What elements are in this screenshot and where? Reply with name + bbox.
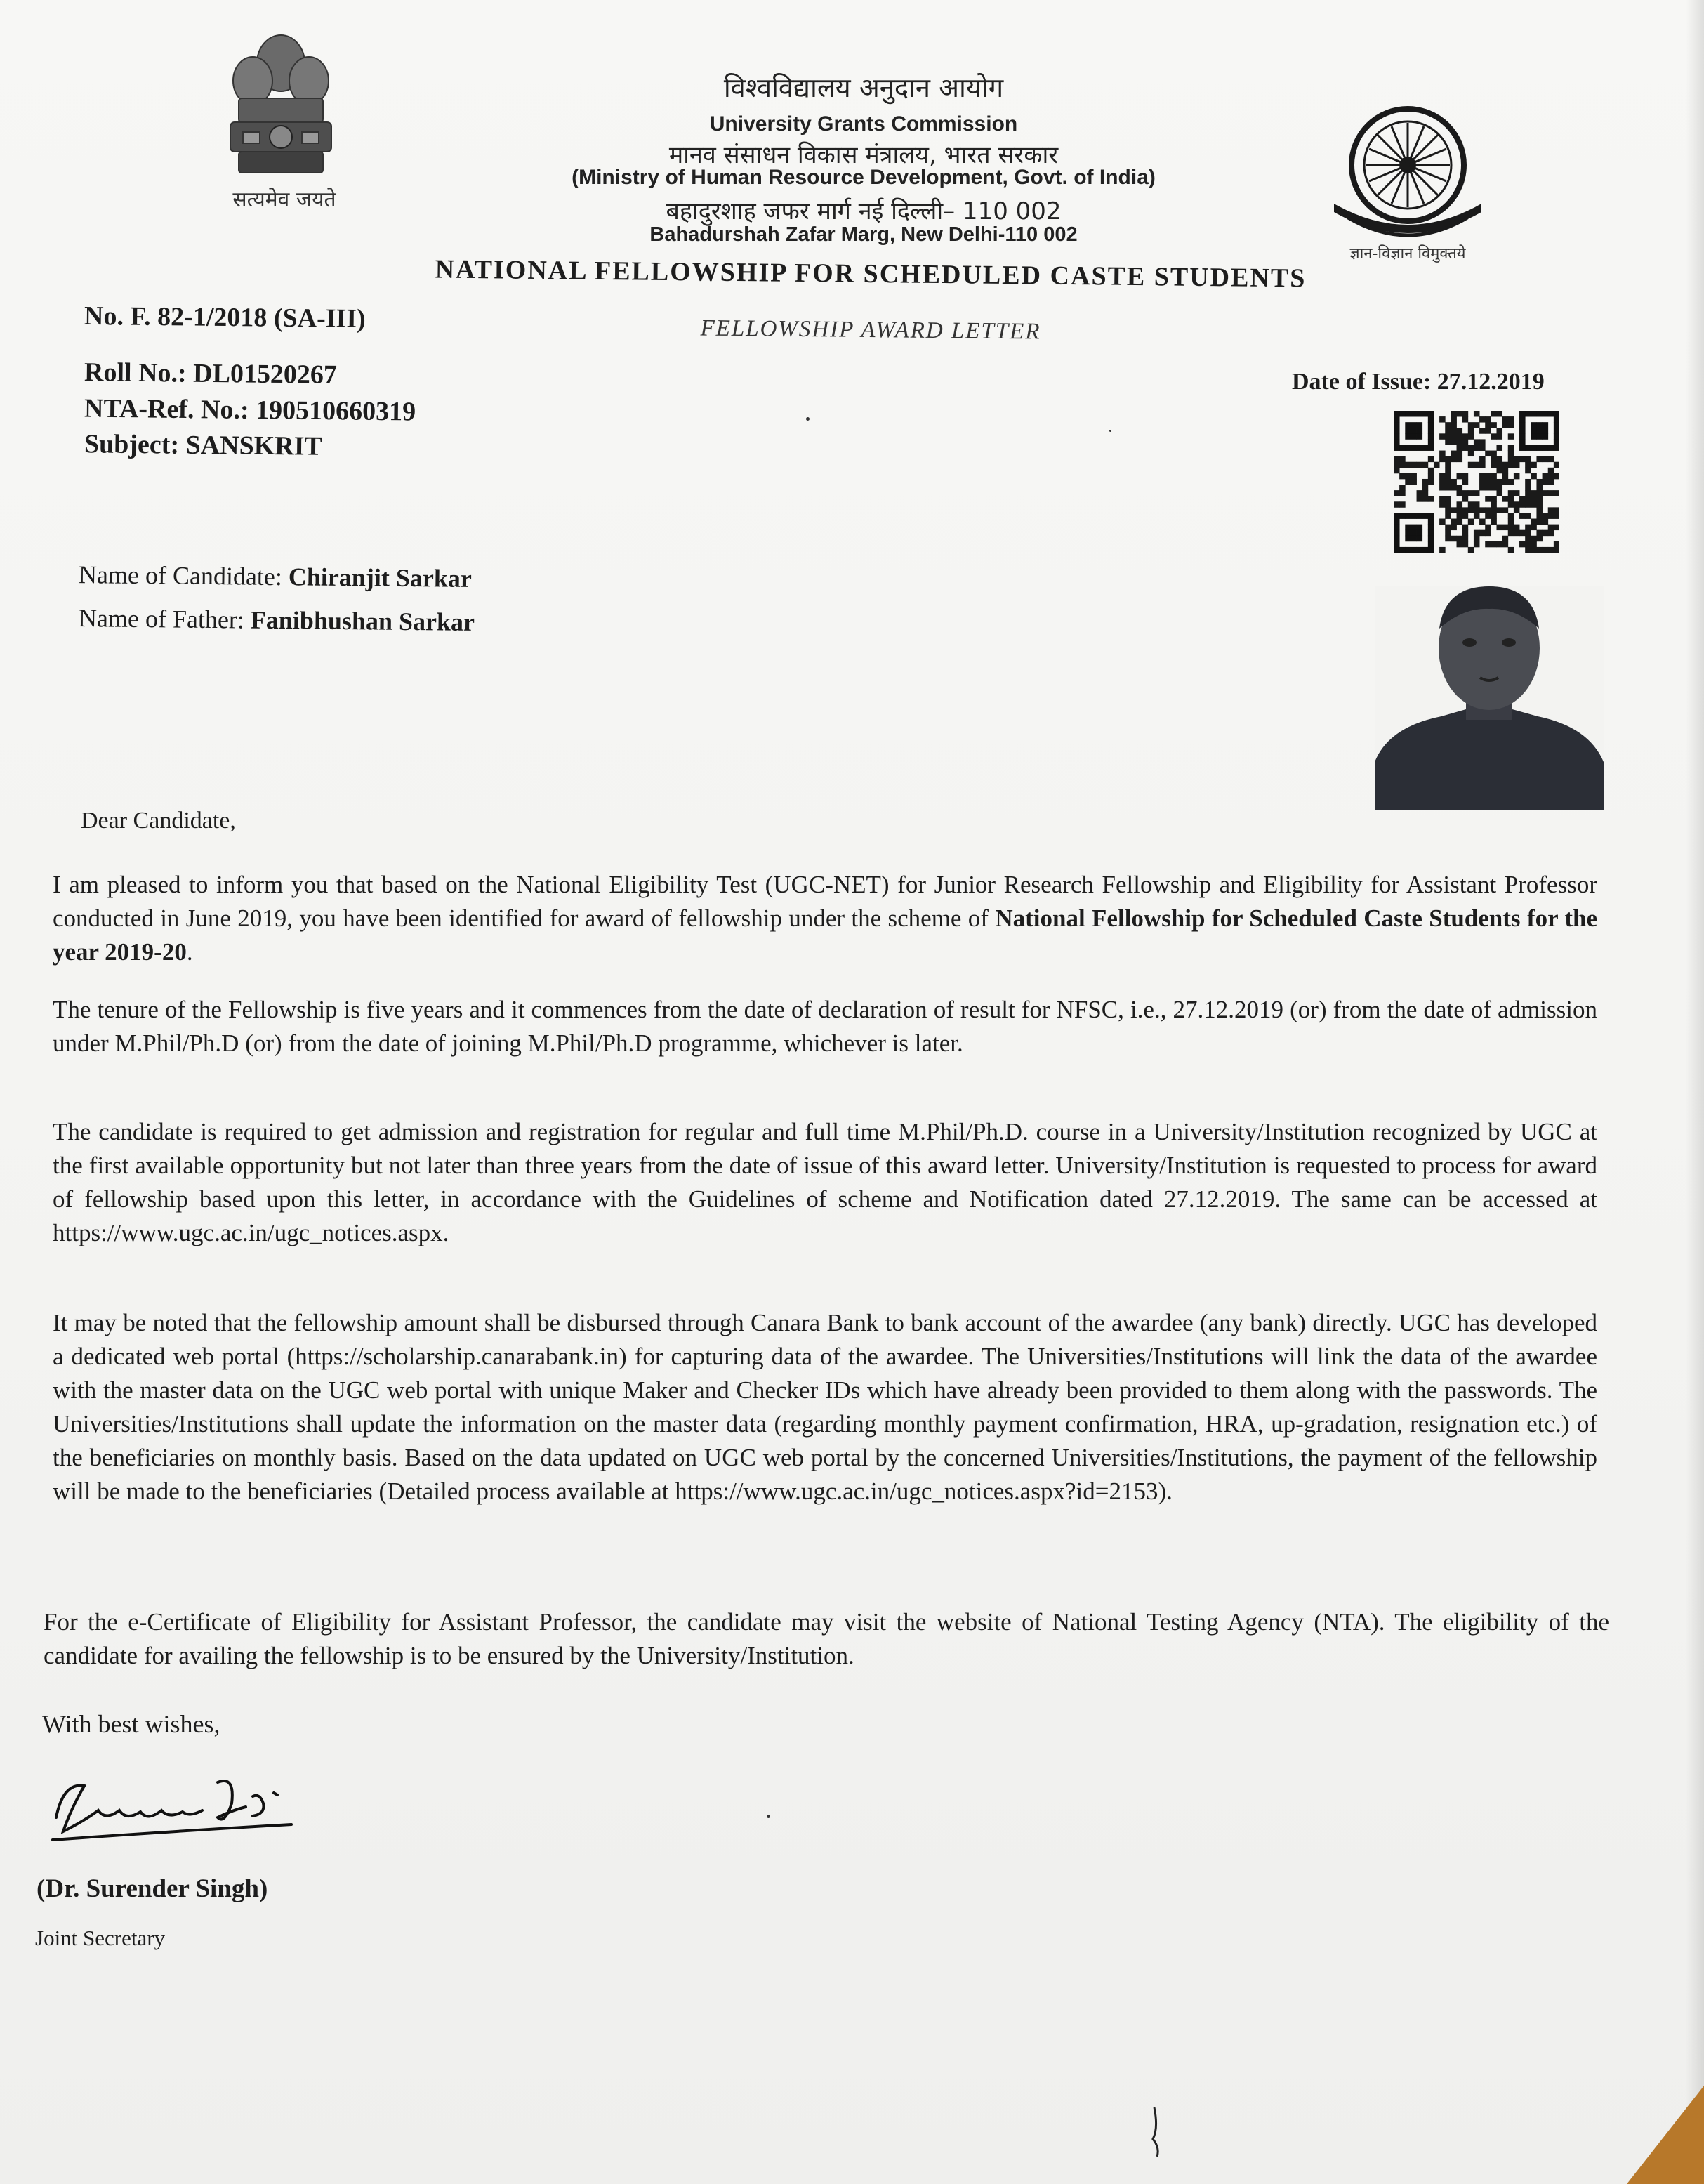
scan-speck <box>1109 430 1111 432</box>
father-label: Name of Father: <box>78 604 251 634</box>
corner-fold <box>1627 2086 1704 2184</box>
signer-designation: Joint Secretary <box>35 1926 166 1950</box>
paragraph-admission: The candidate is required to get admission and registration for regular and full time M.Phil/Ph.D. course in a University/Institution recognized by UGC at the first available opportunity but not later than three years from the date of issue of this award letter. University/Institution is requested to process for award of fellowship based upon this letter, in accordance with the Guidelines of scheme and Notification dated 27.12.2019. The same can be accessed at https://www.ugc.ac.in/ugc_notices.aspx. <box>53 1118 1597 1246</box>
scan-speck <box>767 1815 770 1818</box>
letter-title: NATIONAL FELLOWSHIP FOR SCHEDULED CASTE STUDENTS <box>435 254 1307 294</box>
paragraph-disbursement: It may be noted that the fellowship amount shall be disbursed through Canara Bank to bank account of the awardee (any bank) directly. UGC has developed a dedicated web portal (https://scholarship.canarabank.in) for capturing data of the awardee. The Universities/Institutions will link the data of the awardee with the master data on the UGC web portal with unique Maker and Checker IDs which have already been provided to them along with the passwords. The Universities/Institutions shall update the information on the master data (regarding monthly payment confirmation, HRA, up-gradation, resignation etc.) of the beneficiaries on monthly basis. Based on the data updated on UGC web portal by the concerned Universities/Institutions, the payment of the fellowship will be made to the beneficiaries (Detailed process available at https://www.ugc.ac.in/ugc_notices.aspx?id=2153). <box>53 1309 1597 1505</box>
roll-number: Roll No.: DL01520267 <box>84 357 338 390</box>
date-of-issue: Date of Issue: 27.12.2019 <box>1292 369 1545 395</box>
ministry-hindi: मानव संसाधन विकास मंत्रालय, भारत सरकार <box>668 141 1059 169</box>
scheme-name: National Fellowship for Scheduled Caste Students for the year 2019-20 <box>53 904 1597 966</box>
father-name-line <box>79 603 475 637</box>
candidate-name: Chiranjit Sarkar <box>288 563 473 593</box>
salutation: Dear Candidate, <box>81 808 236 834</box>
qr-code-icon <box>1394 411 1559 553</box>
subject: Subject: SANSKRIT <box>84 429 323 461</box>
closing: With best wishes, <box>42 1710 220 1738</box>
nta-reference: NTA-Ref. No.: 190510660319 <box>84 393 416 427</box>
signer-name: (Dr. Surender Singh) <box>37 1874 268 1903</box>
letter-subtitle: FELLOWSHIP AWARD LETTER <box>700 315 1041 345</box>
scan-mark <box>1146 2104 1167 2160</box>
file-number: No. F. 82-1/2018 (SA-III) <box>84 301 366 334</box>
ugc-logo-icon <box>1327 105 1488 253</box>
page-edge-shadow <box>1686 0 1704 2184</box>
emblem-motto: सत्यमेव जयते <box>232 188 336 212</box>
paragraph-award <box>53 868 1597 969</box>
address-hindi: बहादुरशाह जफर मार्ग नई दिल्ली– 110 002 <box>666 197 1062 225</box>
ugc-name: University Grants Commission <box>709 112 1018 136</box>
ugc-logo-motto: ज्ञान-विज्ञान विमुक्तये <box>1349 245 1466 263</box>
handwritten-signature <box>42 1754 302 1853</box>
ugc-name-hindi: विश्वविद्यालय अनुदान आयोग <box>723 72 1004 103</box>
scan-speck <box>806 417 810 421</box>
national-emblem-icon <box>211 14 351 204</box>
ministry-name: (Ministry of Human Resource Development, Govt. of India) <box>572 166 1156 189</box>
candidate-photo <box>1375 586 1604 810</box>
candidate-label: Name of Candidate: <box>78 560 289 591</box>
address: Bahadurshah Zafar Marg, New Delhi-110 002 <box>649 223 1078 246</box>
paragraph-award-text: I am pleased to inform you that based on the National Eligibility Test (UGC-NET) for Junior Research Fellowship and Eligibility for Assistant Professor conducted in June 2019, you have been identified for award of fellowship under the scheme of <box>53 871 1597 932</box>
candidate-name-line <box>79 560 472 593</box>
father-name: Fanibhushan Sarkar <box>250 605 475 636</box>
paragraph-tenure: The tenure of the Fellowship is five years and it commences from the date of declaration of result for NFSC, i.e., 27.12.2019 (or) from the date of admission under M.Phil/Ph.D (or) from the date of joining M.Phil/Ph.D programme, whichever is later. <box>53 996 1597 1057</box>
paragraph-e-certificate: For the e-Certificate of Eligibility for Assistant Professor, the candidate may visit the website of National Testing Agency (NTA). The eligibility of the candidate for availing the fellowship is to be ensured by the University/Institution. <box>44 1608 1609 1669</box>
paragraph-award-end: . <box>186 938 193 966</box>
